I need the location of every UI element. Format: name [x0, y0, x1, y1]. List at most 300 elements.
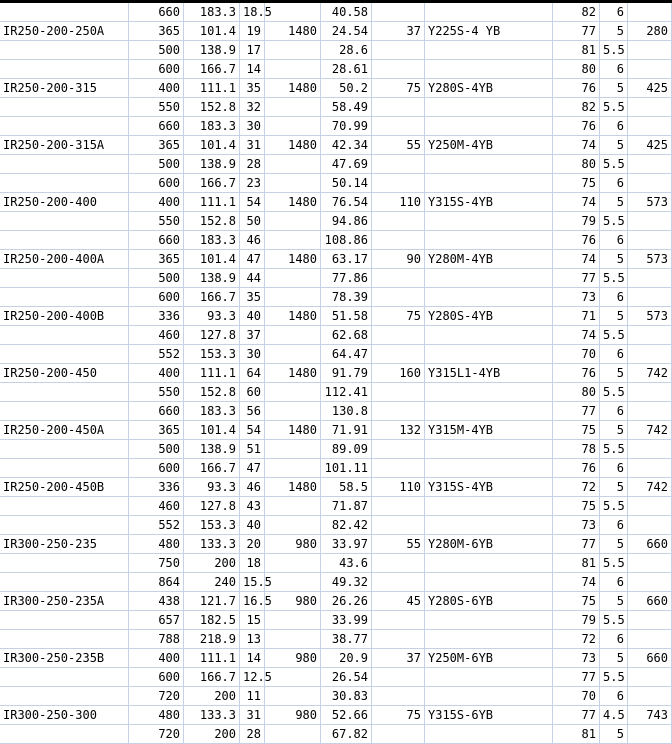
motor-power-cell[interactable]: 110: [372, 193, 425, 212]
flow-ls-cell[interactable]: 240: [184, 573, 240, 592]
flow-m3h-cell[interactable]: 480: [129, 535, 184, 554]
shaft-power-cell[interactable]: 20.9: [321, 649, 372, 668]
speed-cell[interactable]: [265, 554, 321, 573]
speed-cell[interactable]: [265, 288, 321, 307]
flow-ls-cell[interactable]: 101.4: [184, 421, 240, 440]
model-cell[interactable]: [0, 326, 129, 345]
flow-m3h-cell[interactable]: 720: [129, 687, 184, 706]
weight-cell[interactable]: [628, 687, 672, 706]
weight-cell[interactable]: [628, 326, 672, 345]
motor-power-cell[interactable]: [372, 573, 425, 592]
flow-ls-cell[interactable]: 101.4: [184, 250, 240, 269]
head-cell[interactable]: 37: [240, 326, 265, 345]
speed-cell[interactable]: [265, 174, 321, 193]
weight-cell[interactable]: [628, 117, 672, 136]
shaft-power-cell[interactable]: 33.99: [321, 611, 372, 630]
speed-cell[interactable]: 1480: [265, 478, 321, 497]
shaft-power-cell[interactable]: 71.87: [321, 497, 372, 516]
weight-cell[interactable]: [628, 630, 672, 649]
weight-cell[interactable]: 280: [628, 22, 672, 41]
model-cell[interactable]: IR250-200-315A: [0, 136, 129, 155]
flow-m3h-cell[interactable]: 660: [129, 402, 184, 421]
model-cell[interactable]: IR250-200-400A: [0, 250, 129, 269]
flow-ls-cell[interactable]: 111.1: [184, 364, 240, 383]
motor-power-cell[interactable]: [372, 630, 425, 649]
head-cell[interactable]: 60: [240, 383, 265, 402]
efficiency-cell[interactable]: 82: [553, 3, 600, 22]
npsh-cell[interactable]: 5.5: [600, 326, 628, 345]
npsh-cell[interactable]: 5: [600, 250, 628, 269]
npsh-cell[interactable]: 6: [600, 459, 628, 478]
motor-model-cell[interactable]: [425, 687, 553, 706]
npsh-cell[interactable]: 5: [600, 421, 628, 440]
motor-model-cell[interactable]: [425, 155, 553, 174]
shaft-power-cell[interactable]: 76.54: [321, 193, 372, 212]
shaft-power-cell[interactable]: 62.68: [321, 326, 372, 345]
motor-power-cell[interactable]: 75: [372, 307, 425, 326]
weight-cell[interactable]: [628, 212, 672, 231]
motor-model-cell[interactable]: [425, 668, 553, 687]
model-cell[interactable]: IR250-200-400B: [0, 307, 129, 326]
flow-ls-cell[interactable]: 183.3: [184, 3, 240, 22]
flow-m3h-cell[interactable]: 500: [129, 440, 184, 459]
model-cell[interactable]: [0, 212, 129, 231]
motor-power-cell[interactable]: 75: [372, 706, 425, 725]
flow-ls-cell[interactable]: 182.5: [184, 611, 240, 630]
speed-cell[interactable]: [265, 155, 321, 174]
head-cell[interactable]: 31: [240, 136, 265, 155]
flow-m3h-cell[interactable]: 660: [129, 231, 184, 250]
model-cell[interactable]: [0, 269, 129, 288]
speed-cell[interactable]: 980: [265, 649, 321, 668]
npsh-cell[interactable]: 6: [600, 345, 628, 364]
efficiency-cell[interactable]: 77: [553, 22, 600, 41]
flow-m3h-cell[interactable]: 720: [129, 725, 184, 744]
efficiency-cell[interactable]: 74: [553, 250, 600, 269]
npsh-cell[interactable]: 5: [600, 649, 628, 668]
head-cell[interactable]: 11: [240, 687, 265, 706]
head-cell[interactable]: 17: [240, 41, 265, 60]
speed-cell[interactable]: [265, 3, 321, 22]
efficiency-cell[interactable]: 80: [553, 60, 600, 79]
flow-m3h-cell[interactable]: 365: [129, 136, 184, 155]
npsh-cell[interactable]: 6: [600, 402, 628, 421]
motor-model-cell[interactable]: [425, 174, 553, 193]
flow-ls-cell[interactable]: 183.3: [184, 402, 240, 421]
model-cell[interactable]: [0, 117, 129, 136]
speed-cell[interactable]: 1480: [265, 250, 321, 269]
efficiency-cell[interactable]: 77: [553, 269, 600, 288]
shaft-power-cell[interactable]: 49.32: [321, 573, 372, 592]
efficiency-cell[interactable]: 76: [553, 364, 600, 383]
flow-ls-cell[interactable]: 101.4: [184, 136, 240, 155]
flow-m3h-cell[interactable]: 500: [129, 155, 184, 174]
head-cell[interactable]: 54: [240, 421, 265, 440]
motor-model-cell[interactable]: [425, 611, 553, 630]
npsh-cell[interactable]: 6: [600, 288, 628, 307]
weight-cell[interactable]: [628, 725, 672, 744]
head-cell[interactable]: 35: [240, 288, 265, 307]
weight-cell[interactable]: [628, 402, 672, 421]
model-cell[interactable]: [0, 288, 129, 307]
flow-m3h-cell[interactable]: 400: [129, 649, 184, 668]
model-cell[interactable]: [0, 60, 129, 79]
flow-m3h-cell[interactable]: 864: [129, 573, 184, 592]
speed-cell[interactable]: 980: [265, 535, 321, 554]
motor-model-cell[interactable]: [425, 516, 553, 535]
weight-cell[interactable]: [628, 573, 672, 592]
motor-power-cell[interactable]: [372, 516, 425, 535]
flow-ls-cell[interactable]: 111.1: [184, 193, 240, 212]
motor-power-cell[interactable]: [372, 668, 425, 687]
efficiency-cell[interactable]: 74: [553, 326, 600, 345]
motor-model-cell[interactable]: [425, 3, 553, 22]
flow-m3h-cell[interactable]: 660: [129, 3, 184, 22]
flow-m3h-cell[interactable]: 600: [129, 459, 184, 478]
motor-power-cell[interactable]: [372, 174, 425, 193]
weight-cell[interactable]: [628, 668, 672, 687]
head-cell[interactable]: 15: [240, 611, 265, 630]
speed-cell[interactable]: 1480: [265, 79, 321, 98]
speed-cell[interactable]: [265, 326, 321, 345]
efficiency-cell[interactable]: 81: [553, 554, 600, 573]
shaft-power-cell[interactable]: 47.69: [321, 155, 372, 174]
npsh-cell[interactable]: 5.5: [600, 497, 628, 516]
efficiency-cell[interactable]: 73: [553, 288, 600, 307]
shaft-power-cell[interactable]: 24.54: [321, 22, 372, 41]
model-cell[interactable]: [0, 174, 129, 193]
npsh-cell[interactable]: 5.5: [600, 668, 628, 687]
motor-power-cell[interactable]: [372, 212, 425, 231]
motor-power-cell[interactable]: [372, 269, 425, 288]
motor-model-cell[interactable]: [425, 383, 553, 402]
speed-cell[interactable]: 980: [265, 592, 321, 611]
flow-m3h-cell[interactable]: 365: [129, 250, 184, 269]
head-cell[interactable]: 54: [240, 193, 265, 212]
efficiency-cell[interactable]: 75: [553, 174, 600, 193]
efficiency-cell[interactable]: 77: [553, 706, 600, 725]
weight-cell[interactable]: [628, 345, 672, 364]
weight-cell[interactable]: [628, 3, 672, 22]
flow-m3h-cell[interactable]: 336: [129, 478, 184, 497]
head-cell[interactable]: 46: [240, 231, 265, 250]
speed-cell[interactable]: [265, 725, 321, 744]
flow-m3h-cell[interactable]: 750: [129, 554, 184, 573]
model-cell[interactable]: [0, 687, 129, 706]
speed-cell[interactable]: 1480: [265, 421, 321, 440]
shaft-power-cell[interactable]: 108.86: [321, 231, 372, 250]
head-cell[interactable]: 30: [240, 117, 265, 136]
model-cell[interactable]: IR300-250-235: [0, 535, 129, 554]
motor-power-cell[interactable]: [372, 288, 425, 307]
motor-power-cell[interactable]: 90: [372, 250, 425, 269]
efficiency-cell[interactable]: 82: [553, 98, 600, 117]
flow-m3h-cell[interactable]: 600: [129, 60, 184, 79]
efficiency-cell[interactable]: 74: [553, 193, 600, 212]
motor-model-cell[interactable]: [425, 326, 553, 345]
weight-cell[interactable]: [628, 288, 672, 307]
model-cell[interactable]: [0, 383, 129, 402]
head-cell[interactable]: 13: [240, 630, 265, 649]
speed-cell[interactable]: [265, 611, 321, 630]
shaft-power-cell[interactable]: 26.26: [321, 592, 372, 611]
speed-cell[interactable]: [265, 497, 321, 516]
head-cell[interactable]: 43: [240, 497, 265, 516]
npsh-cell[interactable]: 5: [600, 193, 628, 212]
flow-ls-cell[interactable]: 121.7: [184, 592, 240, 611]
flow-m3h-cell[interactable]: 365: [129, 22, 184, 41]
speed-cell[interactable]: 1480: [265, 22, 321, 41]
motor-model-cell[interactable]: [425, 440, 553, 459]
head-cell[interactable]: 64: [240, 364, 265, 383]
efficiency-cell[interactable]: 79: [553, 212, 600, 231]
npsh-cell[interactable]: 5.5: [600, 440, 628, 459]
shaft-power-cell[interactable]: 89.09: [321, 440, 372, 459]
efficiency-cell[interactable]: 74: [553, 136, 600, 155]
flow-m3h-cell[interactable]: 400: [129, 79, 184, 98]
shaft-power-cell[interactable]: 52.66: [321, 706, 372, 725]
npsh-cell[interactable]: 5: [600, 725, 628, 744]
flow-m3h-cell[interactable]: 552: [129, 516, 184, 535]
head-cell[interactable]: 46: [240, 478, 265, 497]
flow-m3h-cell[interactable]: 400: [129, 364, 184, 383]
model-cell[interactable]: [0, 41, 129, 60]
npsh-cell[interactable]: 6: [600, 174, 628, 193]
head-cell[interactable]: 14: [240, 60, 265, 79]
head-cell[interactable]: 28: [240, 155, 265, 174]
flow-m3h-cell[interactable]: 550: [129, 383, 184, 402]
flow-ls-cell[interactable]: 152.8: [184, 98, 240, 117]
motor-model-cell[interactable]: Y315S-6YB: [425, 706, 553, 725]
weight-cell[interactable]: 742: [628, 478, 672, 497]
motor-power-cell[interactable]: 45: [372, 592, 425, 611]
model-cell[interactable]: IR300-250-235A: [0, 592, 129, 611]
weight-cell[interactable]: [628, 269, 672, 288]
flow-ls-cell[interactable]: 138.9: [184, 440, 240, 459]
weight-cell[interactable]: 660: [628, 649, 672, 668]
speed-cell[interactable]: [265, 269, 321, 288]
model-cell[interactable]: [0, 345, 129, 364]
flow-ls-cell[interactable]: 152.8: [184, 383, 240, 402]
weight-cell[interactable]: [628, 60, 672, 79]
efficiency-cell[interactable]: 75: [553, 421, 600, 440]
shaft-power-cell[interactable]: 58.49: [321, 98, 372, 117]
speed-cell[interactable]: [265, 668, 321, 687]
flow-ls-cell[interactable]: 138.9: [184, 155, 240, 174]
flow-ls-cell[interactable]: 218.9: [184, 630, 240, 649]
motor-model-cell[interactable]: [425, 402, 553, 421]
weight-cell[interactable]: [628, 440, 672, 459]
motor-power-cell[interactable]: [372, 231, 425, 250]
flow-ls-cell[interactable]: 127.8: [184, 497, 240, 516]
shaft-power-cell[interactable]: 101.11: [321, 459, 372, 478]
shaft-power-cell[interactable]: 71.91: [321, 421, 372, 440]
model-cell[interactable]: [0, 573, 129, 592]
shaft-power-cell[interactable]: 50.2: [321, 79, 372, 98]
efficiency-cell[interactable]: 75: [553, 592, 600, 611]
npsh-cell[interactable]: 4.5: [600, 706, 628, 725]
npsh-cell[interactable]: 5: [600, 136, 628, 155]
motor-model-cell[interactable]: [425, 554, 553, 573]
npsh-cell[interactable]: 6: [600, 687, 628, 706]
motor-power-cell[interactable]: [372, 98, 425, 117]
motor-power-cell[interactable]: [372, 687, 425, 706]
model-cell[interactable]: IR250-200-450: [0, 364, 129, 383]
model-cell[interactable]: [0, 725, 129, 744]
head-cell[interactable]: 31: [240, 706, 265, 725]
model-cell[interactable]: IR250-200-315: [0, 79, 129, 98]
weight-cell[interactable]: [628, 231, 672, 250]
npsh-cell[interactable]: 6: [600, 630, 628, 649]
npsh-cell[interactable]: 6: [600, 231, 628, 250]
flow-ls-cell[interactable]: 166.7: [184, 60, 240, 79]
motor-model-cell[interactable]: Y250M-6YB: [425, 649, 553, 668]
efficiency-cell[interactable]: 76: [553, 117, 600, 136]
motor-power-cell[interactable]: 37: [372, 22, 425, 41]
weight-cell[interactable]: [628, 554, 672, 573]
motor-model-cell[interactable]: [425, 345, 553, 364]
shaft-power-cell[interactable]: 40.58: [321, 3, 372, 22]
flow-ls-cell[interactable]: 183.3: [184, 117, 240, 136]
shaft-power-cell[interactable]: 42.34: [321, 136, 372, 155]
speed-cell[interactable]: [265, 60, 321, 79]
flow-m3h-cell[interactable]: 552: [129, 345, 184, 364]
head-cell[interactable]: 30: [240, 345, 265, 364]
motor-model-cell[interactable]: [425, 630, 553, 649]
weight-cell[interactable]: [628, 611, 672, 630]
motor-model-cell[interactable]: [425, 231, 553, 250]
motor-model-cell[interactable]: [425, 212, 553, 231]
efficiency-cell[interactable]: 74: [553, 573, 600, 592]
motor-power-cell[interactable]: [372, 117, 425, 136]
shaft-power-cell[interactable]: 30.83: [321, 687, 372, 706]
npsh-cell[interactable]: 6: [600, 573, 628, 592]
model-cell[interactable]: [0, 3, 129, 22]
speed-cell[interactable]: [265, 516, 321, 535]
efficiency-cell[interactable]: 77: [553, 535, 600, 554]
head-cell[interactable]: 35: [240, 79, 265, 98]
flow-m3h-cell[interactable]: 550: [129, 212, 184, 231]
motor-power-cell[interactable]: [372, 611, 425, 630]
npsh-cell[interactable]: 5.5: [600, 212, 628, 231]
shaft-power-cell[interactable]: 77.86: [321, 269, 372, 288]
weight-cell[interactable]: [628, 155, 672, 174]
flow-m3h-cell[interactable]: 500: [129, 41, 184, 60]
model-cell[interactable]: IR300-250-300: [0, 706, 129, 725]
speed-cell[interactable]: [265, 440, 321, 459]
flow-ls-cell[interactable]: 138.9: [184, 269, 240, 288]
efficiency-cell[interactable]: 80: [553, 383, 600, 402]
npsh-cell[interactable]: 5.5: [600, 383, 628, 402]
motor-model-cell[interactable]: Y280M-4YB: [425, 250, 553, 269]
head-cell[interactable]: 19: [240, 22, 265, 41]
flow-ls-cell[interactable]: 153.3: [184, 345, 240, 364]
weight-cell[interactable]: 425: [628, 79, 672, 98]
motor-model-cell[interactable]: Y280S-4YB: [425, 307, 553, 326]
speed-cell[interactable]: [265, 41, 321, 60]
flow-ls-cell[interactable]: 166.7: [184, 288, 240, 307]
npsh-cell[interactable]: 5: [600, 79, 628, 98]
motor-power-cell[interactable]: [372, 497, 425, 516]
motor-power-cell[interactable]: 160: [372, 364, 425, 383]
shaft-power-cell[interactable]: 67.82: [321, 725, 372, 744]
speed-cell[interactable]: [265, 459, 321, 478]
model-cell[interactable]: [0, 440, 129, 459]
motor-model-cell[interactable]: Y315S-4YB: [425, 478, 553, 497]
motor-power-cell[interactable]: [372, 725, 425, 744]
shaft-power-cell[interactable]: 94.86: [321, 212, 372, 231]
npsh-cell[interactable]: 5: [600, 478, 628, 497]
model-cell[interactable]: [0, 554, 129, 573]
efficiency-cell[interactable]: 81: [553, 725, 600, 744]
flow-m3h-cell[interactable]: 438: [129, 592, 184, 611]
shaft-power-cell[interactable]: 112.41: [321, 383, 372, 402]
head-cell[interactable]: 28: [240, 725, 265, 744]
flow-m3h-cell[interactable]: 400: [129, 193, 184, 212]
speed-cell[interactable]: 1480: [265, 364, 321, 383]
shaft-power-cell[interactable]: 38.77: [321, 630, 372, 649]
motor-model-cell[interactable]: Y280S-6YB: [425, 592, 553, 611]
weight-cell[interactable]: 425: [628, 136, 672, 155]
shaft-power-cell[interactable]: 82.42: [321, 516, 372, 535]
model-cell[interactable]: IR250-200-400: [0, 193, 129, 212]
motor-model-cell[interactable]: Y250M-4YB: [425, 136, 553, 155]
head-cell[interactable]: 16.5: [240, 592, 265, 611]
npsh-cell[interactable]: 6: [600, 516, 628, 535]
flow-ls-cell[interactable]: 200: [184, 687, 240, 706]
npsh-cell[interactable]: 5: [600, 22, 628, 41]
flow-m3h-cell[interactable]: 550: [129, 98, 184, 117]
npsh-cell[interactable]: 6: [600, 117, 628, 136]
head-cell[interactable]: 56: [240, 402, 265, 421]
motor-model-cell[interactable]: Y280S-4YB: [425, 79, 553, 98]
motor-model-cell[interactable]: [425, 725, 553, 744]
speed-cell[interactable]: 980: [265, 706, 321, 725]
motor-model-cell[interactable]: [425, 98, 553, 117]
flow-ls-cell[interactable]: 138.9: [184, 41, 240, 60]
model-cell[interactable]: [0, 630, 129, 649]
motor-power-cell[interactable]: 75: [372, 79, 425, 98]
motor-model-cell[interactable]: [425, 117, 553, 136]
efficiency-cell[interactable]: 70: [553, 345, 600, 364]
npsh-cell[interactable]: 5: [600, 592, 628, 611]
npsh-cell[interactable]: 5.5: [600, 269, 628, 288]
model-cell[interactable]: IR250-200-450B: [0, 478, 129, 497]
flow-ls-cell[interactable]: 153.3: [184, 516, 240, 535]
flow-m3h-cell[interactable]: 460: [129, 497, 184, 516]
shaft-power-cell[interactable]: 70.99: [321, 117, 372, 136]
flow-ls-cell[interactable]: 127.8: [184, 326, 240, 345]
shaft-power-cell[interactable]: 64.47: [321, 345, 372, 364]
motor-model-cell[interactable]: [425, 41, 553, 60]
flow-ls-cell[interactable]: 93.3: [184, 478, 240, 497]
flow-m3h-cell[interactable]: 788: [129, 630, 184, 649]
efficiency-cell[interactable]: 76: [553, 231, 600, 250]
motor-power-cell[interactable]: [372, 326, 425, 345]
flow-m3h-cell[interactable]: 500: [129, 269, 184, 288]
weight-cell[interactable]: [628, 383, 672, 402]
speed-cell[interactable]: [265, 630, 321, 649]
weight-cell[interactable]: 573: [628, 250, 672, 269]
head-cell[interactable]: 23: [240, 174, 265, 193]
npsh-cell[interactable]: 5.5: [600, 554, 628, 573]
speed-cell[interactable]: [265, 117, 321, 136]
motor-model-cell[interactable]: [425, 459, 553, 478]
npsh-cell[interactable]: 5: [600, 307, 628, 326]
weight-cell[interactable]: 573: [628, 193, 672, 212]
motor-model-cell[interactable]: Y225S-4 YB: [425, 22, 553, 41]
head-cell[interactable]: 44: [240, 269, 265, 288]
